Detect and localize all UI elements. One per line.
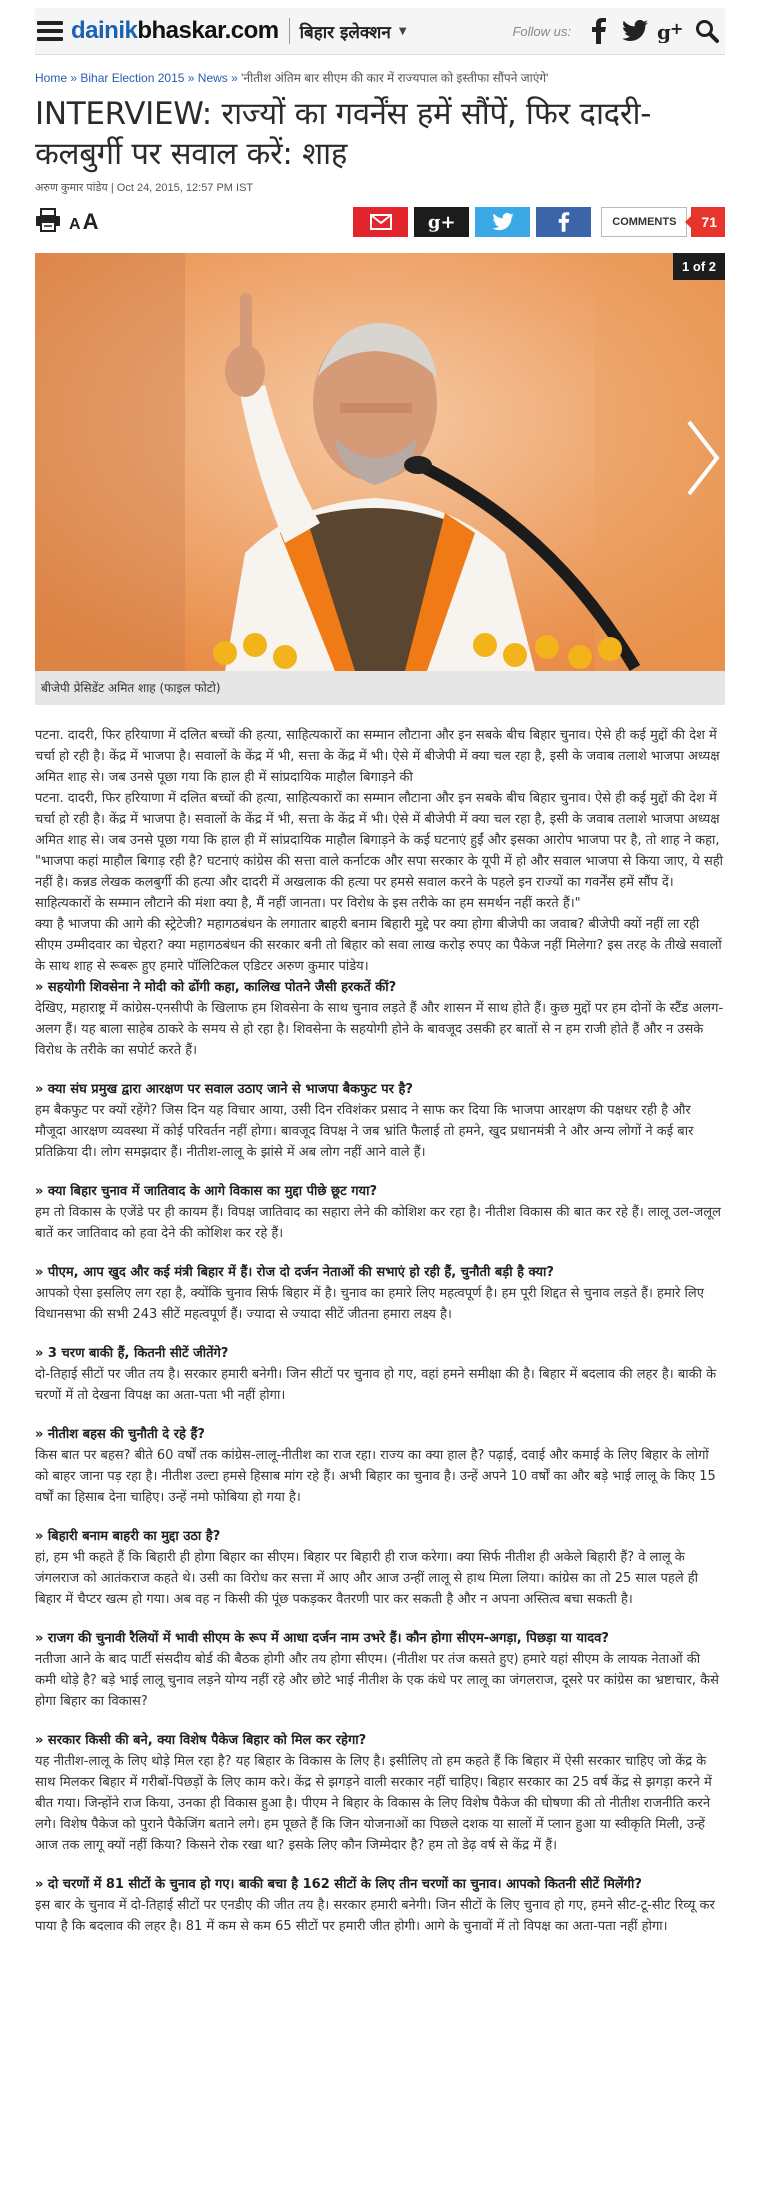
question: » दो चरणों में 81 सीटों के चुनाव हो गए। बाकी बचा है 162 सीटों के लिए तीन चरणों का चुनाव। आपको कितनी सीटें मिलेंगी? (35, 1877, 642, 1892)
gallery-counter: 1 of 2 (673, 253, 725, 280)
answer: नतीजा आने के बाद पार्टी संसदीय बोर्ड की बैठक होगी और तय होगा सीएम। (नीतीश पर तंज कसते हुए) हमारे यहां सीएम के लायक नेताओं की कमी थोड़े है? बड़े भाई लालू चुनाव लड़ने योग्य नहीं रहे और छोटे भाई नीतीश के एक कंधे पर लालू का जंगलराज, दूसरे पर कांग्रेस का भ्रष्टाचार, कैसे होगा बिहार का विकास? (35, 1652, 719, 1709)
image-caption: बीजेपी प्रेसिडेंट अमित शाह (फाइल फोटो) (35, 671, 725, 705)
font-size-control[interactable] (69, 209, 98, 235)
hamburger-menu-icon[interactable] (37, 21, 63, 41)
answer: आपको ऐसा इसलिए लग रहा है, क्योंकि चुनाव सिर्फ बिहार में है। चुनाव का हमारे लिए महत्वपूर्ण है। हम पूरी शिद्दत से चुनाव लड़ते हैं। हमारे लिए विधानसभा की सभी 243 सीटें महत्वपूर्ण हैं। ज्यादा से ज्यादा सीटें जीतना हमारा लक्ष्य है। (35, 1286, 704, 1322)
answer: किस बात पर बहस? बीते 60 वर्षों तक कांग्रेस-लालू-नीतीश का राज रहा। राज्य का क्या हाल है? पढ़ाई, दवाई और कमाई के लिए बिहार के लोगों को बाहर जाना पड़ रहा है। नीतीश उल्टा हमसे हिसाब मांग रहे हैं। अभी बिहार का चुनाव है। उन्हें अपने 10 वर्षों का और बड़े भाई लालू के किए 15 वर्षों का हिसाब देना चाहिए। उन्हें नमो फोबिया हो गया है। (35, 1448, 716, 1505)
qa-item (35, 1730, 725, 1856)
publish-date: Oct 24, 2015, 12:57 PM IST (116, 182, 254, 194)
intro-paragraph-2: पटना. दादरी, फिर हरियाणा में दलित बच्चों की हत्या, साहित्यकारों का सम्मान लौटाना और इन सबके बीच बिहार चुनाव। ऐसे ही कई मुद्दों की देश में चर्चा हो रही है। केंद्र में भाजपा है। सवालों के केंद्र में भी, सत्ता के केंद्र में भी। ऐसे में बीजेपी में क्या चल रहा है, इसी के जवाब तलाशे भाजपा अध्यक्ष अमित शाह से। जब उनसे पूछा गया कि हाल ही में सांप्रदायिक माहौल बिगाड़ने के कई घटनाएं हुईं और इसका आरोप भाजपा पर है, तो शाह ने कहा, "भाजपा कहां माहौल बिगाड़ रही है? घटनाएं कांग्रेस की सत्ता वाले कर्नाटक और सपा सरकार के यूपी में हो और सवाल भाजपा से किया जाए, ये सही नहीं है। कन्नड लेखक कलबुर्गी की हत्या और दादरी में अखलाक की हत्या पर हमसे सवाल करने के पहले इन राज्यों का गवर्नेंस हमें सौंप दें। साहित्यकारों के सम्मान लौटाने की मंशा क्या है, मैं नहीं जानता। पर विरोध के इस तरीके का हम समर्थन नहीं करते हैं।" (35, 791, 724, 911)
question: » सरकार किसी की बने, क्या विशेष पैकेज बिहार को मिल कर रहेगा? (35, 1733, 367, 1748)
question: » राजग की चुनावी रैलियों में भावी सीएम के रूप में आधा दर्जन नाम उभरे हैं। कौन होगा सीएम-अगड़ा, पिछड़ा या यादव? (35, 1631, 609, 1646)
email-icon (370, 214, 392, 230)
author-name[interactable]: अरुण कुमार पांडेय (35, 182, 108, 194)
answer: दो-तिहाई सीटों पर जीत तय है। सरकार हमारी बनेगी। जिन सीटों पर चुनाव हो गए, वहां हमने समीक्षा की है। बिहार में बदलाव की लहर है। बाकी के चरणों में तो देखना विपक्ष का अता-पता भी नहीं होगा। (35, 1367, 717, 1403)
share-bar (347, 207, 725, 237)
qa-item (35, 1526, 725, 1610)
qa-item (35, 1343, 725, 1406)
section-dropdown[interactable] (300, 20, 407, 43)
comments-button[interactable]: COMMENTS (601, 207, 687, 237)
qa-item (35, 1262, 725, 1325)
answer: हम तो विकास के एजेंडे पर ही कायम हैं। विपक्ष जातिवाद का सहारा लेने की कोशिश कर रहा है। नीतीश विकास की बात कर रहे हैं। लालू उल-जलूल बातें कर जातिवाद को हवा देने की कोशिश कर रहे हैं। (35, 1205, 721, 1241)
svg-text:g: g (657, 20, 671, 43)
svg-text:+: + (670, 19, 684, 38)
twitter-icon (492, 213, 514, 231)
qa-item (35, 1424, 725, 1508)
twitter-share-button[interactable] (475, 207, 530, 237)
question: » क्या बिहार चुनाव में जातिवाद के आगे विकास का मुद्दा पीछे छूट गया? (35, 1184, 378, 1199)
breadcrumb-news[interactable]: News (197, 71, 228, 85)
site-logo[interactable]: dainikbhaskar.com (71, 17, 279, 44)
answer: यह नीतीश-लालू के लिए थोड़े मिल रहा है? यह बिहार के विकास के लिए है। इसीलिए तो हम कहते हैं कि बिहार में ऐसी सरकार चाहिए जो केंद्र के साथ मिलकर बिहार में गरीबों-पिछड़ों के लिए काम करे। केंद्र से झगड़ने वाली सरकार नहीं चाहिए। बिहार सरकार का 25 वर्ष केंद्र से झगड़ा करने में बीत गया। जिन्होंने राज किया, उनका ही विकास हुआ है। पीएम ने बिहार के विकास के लिए विशेष पैकेज की घोषणा की तो नीतीश राजनीति करने लगे। विशेष पैकेज को पुराने पैकेजिंग बताने लगे। हम पूछते हैं कि जिन योजनाओं का पिछले दशक या सालों में प्लान हुआ या स्वीकृति मिली, उन्हें आज तक लागू क्यों नहीं किया? किसने रोक रखा था? इसके लिए कौन जिम्मेदार है? हम तो डेढ़ वर्ष से केंद्र में हैं। (35, 1754, 712, 1853)
qa-item (35, 977, 725, 1061)
intro-paragraph-3: क्या है भाजपा की आगे की स्ट्रेटेजी? महागठबंधन के लगातार बाहरी बनाम बिहारी मुद्दे पर क्या होगा बीजेपी का जवाब? बीजेपी क्यों नहीं ला रही सीएम उम्मीदवार का चेहरा? क्या महागठबंधन की सरकार बनी तो बिहार को सवा लाख करोड़ रुपए का पैकेज नहीं मिलेगा? इस तरह के तीखे सवालों के साथ शाह से रूबरू हुए हमारे पॉलिटिकल एडिटर अरुण कुमार पांडेय। (35, 917, 722, 974)
googleplus-share-button[interactable] (414, 207, 469, 237)
gallery-image[interactable] (35, 253, 725, 671)
search-icon[interactable] (693, 17, 721, 45)
qa-item (35, 1874, 725, 1937)
article-toolbar (35, 205, 725, 239)
qa-item (35, 1628, 725, 1712)
next-arrow-icon[interactable] (683, 418, 721, 498)
facebook-share-button[interactable] (536, 207, 591, 237)
breadcrumb-election[interactable]: Bihar Election 2015 (80, 71, 185, 85)
twitter-icon[interactable] (621, 17, 649, 45)
chevron-down-icon: ▼ (398, 25, 407, 37)
question: » क्या संघ प्रमुख द्वारा आरक्षण पर सवाल उठाए जाने से भाजपा बैकफुट पर है? (35, 1082, 413, 1097)
font-large-button[interactable]: A (82, 209, 99, 234)
article-body (35, 725, 725, 1937)
answer: इस बार के चुनाव में दो-तिहाई सीटों पर एनडीए की जीत तय है। सरकार हमारी बनेगी। जिन सीटों के लिए चुनाव हो गए, हमने सीट-टू-सीट रिव्यू कर पाया है कि बदलाव की लहर है। 81 में कम से कम 65 सीटों पर हमारी जीत होगी। आगे के चुनावों में तो विपक्ष का अता-पता नहीं होगा। (35, 1898, 715, 1934)
breadcrumb-current: 'नीतीश अंतिम बार सीएम की कार में राज्यपाल को इस्तीफा सौंपने जाएंगे' (241, 71, 549, 85)
question: » 3 चरण बाकी हैं, कितनी सीटें जीतेंगे? (35, 1346, 229, 1361)
answer: हम बैकफुट पर क्यों रहेंगे? जिस दिन यह विचार आया, उसी दिन रविशंकर प्रसाद ने साफ कर दिया कि भाजपा आरक्षण की पक्षधर रही है और मौजूदा आरक्षण व्यवस्था में कोई परिवर्तन नहीं होगा। बावजूद विपक्ष ने जब भ्रांति फैलाई तो हमने, खुद प्रधानमंत्री ने और अन्य लोगों ने कई बार प्रतिक्रिया दी। लोग समझदार हैं। नीतीश-लालू के झांसे में अब लोग नहीं आने वाले हैं। (35, 1103, 694, 1160)
print-icon[interactable] (35, 208, 61, 236)
googleplus-icon[interactable] (657, 17, 685, 45)
follow-label: Follow us: (512, 23, 571, 39)
facebook-icon[interactable] (585, 17, 613, 45)
breadcrumb-home[interactable]: Home (35, 71, 68, 85)
question: » सहयोगी शिवसेना ने मोदी को ढोंगी कहा, कालिख पोतने जैसी हरकतें कीं? (35, 980, 397, 995)
breadcrumb: Home » Bihar Election 2015 » News » 'नीतीश अंतिम बार सीएम की कार में राज्यपाल को इस्तीफा सौंपने जाएंगे' (35, 71, 549, 85)
qa-item (35, 1079, 725, 1163)
comments-count-badge[interactable]: 71 (691, 207, 725, 237)
article-title: INTERVIEW: राज्यों का गवर्नेंस हमें सौंपें, फिर दादरी- कलबुर्गी पर सवाल करें: शाह (35, 96, 652, 172)
site-header (35, 8, 725, 55)
speaker-photo (35, 253, 725, 671)
question: » बिहारी बनाम बाहरी का मुद्दा उठा है? (35, 1529, 221, 1544)
googleplus-icon: g+ (427, 211, 456, 233)
section-label: बिहार इलेक्शन (299, 22, 391, 43)
qa-item (35, 1181, 725, 1244)
intro-paragraph-1: पटना. दादरी, फिर हरियाणा में दलित बच्चों की हत्या, साहित्यकारों का सम्मान लौटाना और इन सबके बीच बिहार चुनाव। ऐसे ही कई मुद्दों की देश में चर्चा हो रही है। केंद्र में भाजपा है। सवालों के केंद्र में भी, सत्ता के केंद्र में भी। ऐसे में बीजेपी में क्या चल रहा है, इसी के जवाब तलाशे भाजपा अध्यक्ष अमित शाह से। जब उनसे पूछा गया कि हाल ही में सांप्रदायिक माहौल बिगाड़ने की (35, 728, 720, 785)
answer: देखिए, महाराष्ट्र में कांग्रेस-एनसीपी के खिलाफ हम शिवसेना के साथ चुनाव लड़ते हैं और शासन में साथ होते हैं। कुछ मुद्दों पर हम दोनों के स्टैंड अलग-अलग हैं। यह बाला साहेब ठाकरे के समय से हो रहा है। शिवसेना के सहयोगी होने के बावजूद उसकी हर बातों से न हम राजी होते हैं और न उसके विरोध के तरीके का सपोर्ट करते हैं। (35, 1001, 724, 1058)
question: » पीएम, आप खुद और कई मंत्री बिहार में हैं। रोज दो दर्जन नेताओं की सभाएं हो रही हैं, चुनौती बड़ी है क्या? (35, 1265, 554, 1280)
email-share-button[interactable] (353, 207, 408, 237)
font-small-button[interactable]: A (69, 216, 81, 233)
byline: अरुण कुमार पांडेय | Oct 24, 2015, 12:57 PM IST (35, 182, 254, 194)
divider (289, 18, 290, 44)
question: » नीतीश बहस की चुनौती दे रहे हैं? (35, 1427, 205, 1442)
facebook-icon (558, 212, 570, 232)
answer: हां, हम भी कहते हैं कि बिहारी ही होगा बिहार का सीएम। बिहार पर बिहारी ही राज करेगा। क्या सिर्फ नीतीश ही अकेले बिहारी हैं? वे लालू के जंगलराज को आतंकराज कहते थे। उसी का विरोध कर सत्ता में आए और आज उन्हीं लालू से हाथ मिला लिया। कांग्रेस का तो 25 साल पहले ही बिहार में चैप्टर खत्म हो गया। अब वह न किसी की पूंछ पकड़कर वैतरणी पार कर सकती है और न अपना अस्तित्व बचा सकती है। (35, 1550, 699, 1607)
